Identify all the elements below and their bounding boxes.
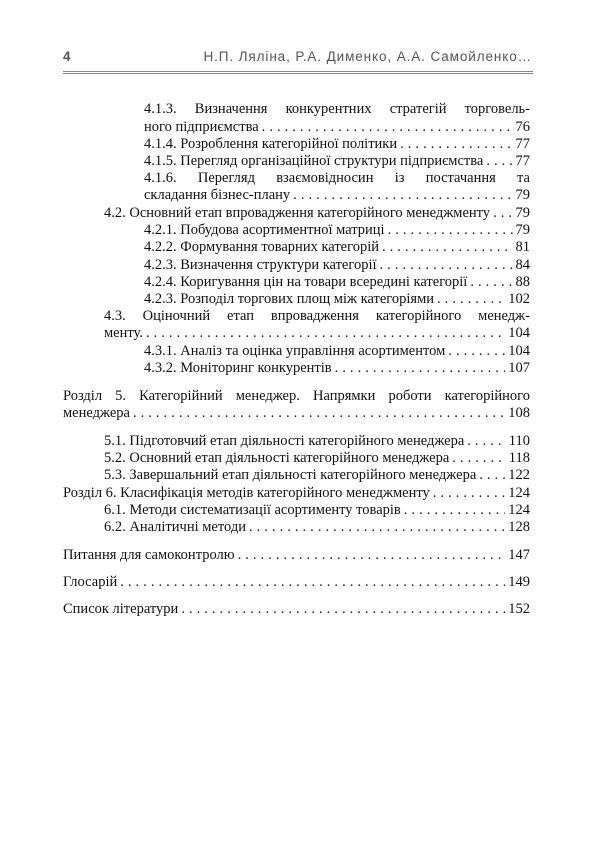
toc-page-number: 124 <box>508 502 530 518</box>
toc-leader-dots <box>493 205 512 222</box>
toc-entry-label: 4.1.5. Перегляд організаційної структури підприємства <box>144 153 484 169</box>
toc-entry-label: 4.2.2. Формування товарних категорій <box>144 239 379 255</box>
toc-entry-6-2[interactable] <box>104 519 530 536</box>
toc-leader-dots <box>238 547 506 564</box>
toc-entry-label: складання бізнес-плану <box>144 187 291 203</box>
toc-entry-5-1[interactable] <box>104 433 530 450</box>
toc-page-number: 84 <box>515 257 530 273</box>
toc-entry-6-1[interactable] <box>104 502 530 519</box>
toc-entry-4-3-line-1: 4.3. Оціночний етап впровадження категорійного менедж- <box>104 308 530 324</box>
toc-leader-dots <box>262 119 513 136</box>
toc-leader-dots <box>486 153 512 170</box>
toc-leader-dots <box>249 519 505 536</box>
toc-leader-dots <box>404 502 505 519</box>
toc-entry-label: Список літератури <box>63 601 179 617</box>
toc-entry-5-3[interactable] <box>104 467 530 484</box>
running-header-authors: Н.П. Ляліна, Р.А. Дименко, А.А. Самойленко… <box>203 49 532 64</box>
header-rule <box>63 71 533 72</box>
toc-entry-label: 5.3. Завершальний етап діяльності категорійного менеджера <box>104 467 477 483</box>
toc-entry-label: 4.3.2. Моніторинг конкурентів <box>144 360 332 376</box>
toc-entry-label: 4.2.3. Розподіл торгових площ між категоріями <box>144 291 435 307</box>
toc-entry-label: 4.1.4. Розроблення категорійної політики <box>144 136 398 152</box>
page-number: 4 <box>63 49 71 64</box>
toc-entry-label: 4.2.4. Коригування цін на товари всередині категорії <box>144 274 468 290</box>
toc-page-number: 128 <box>508 519 530 535</box>
toc-page-number: 104 <box>508 325 530 341</box>
toc-entry-label: 5.2. Основний етап діяльності категорійного менеджера <box>104 450 450 466</box>
toc-page-number: 147 <box>508 547 530 563</box>
toc-leader-dots <box>400 136 512 153</box>
toc-entry-label: менеджера <box>63 405 130 421</box>
toc-leader-dots <box>181 601 505 618</box>
toc-leader-dots <box>467 433 506 450</box>
toc-entry-label: менту. <box>104 325 143 341</box>
toc-entry-label: Питання для самоконтролю <box>63 547 235 563</box>
toc-page-number: 124 <box>508 485 530 501</box>
toc-page-number: 108 <box>508 405 530 421</box>
toc-page-number: 102 <box>508 291 530 307</box>
toc-section-5-line-1: Розділ 5. Категорійний менеджер. Напрямки роботи категорійного <box>63 388 530 404</box>
toc-page-number: 77 <box>515 136 530 152</box>
toc-entry-4-2-5[interactable] <box>144 291 530 308</box>
toc-entry-4-3-2[interactable] <box>144 360 530 377</box>
toc-page-number: 152 <box>508 601 530 617</box>
toc-page-number: 110 <box>508 433 530 449</box>
toc-self-control-questions[interactable] <box>63 547 530 564</box>
toc-entry-4-1-6-line-1: 4.1.6. Перегляд взаємовідносин із постачання та <box>144 170 530 186</box>
toc-entry-4-1-4[interactable] <box>144 136 530 153</box>
toc-page-number: 81 <box>515 239 530 255</box>
toc-references[interactable] <box>63 601 530 618</box>
toc-entry-4-2-3[interactable] <box>144 257 530 274</box>
toc-entry-label: 6.2. Аналітичні методи <box>104 519 246 535</box>
toc-entry-label: 4.2. Основний етап впровадження категорійного менеджменту <box>104 205 491 221</box>
toc-entry-label: 4.3.1. Аналіз та оцінка управління асортиментом <box>144 343 446 359</box>
toc-entry-label: 6.1. Методи систематизації асортименту товарів <box>104 502 401 518</box>
toc-entry-label: Глосарій <box>63 574 118 590</box>
toc-page-number: 79 <box>515 222 530 238</box>
toc-leader-dots <box>448 343 505 360</box>
toc-page-number: 76 <box>515 119 530 135</box>
toc-entry-label: 5.1. Підготовчий етап діяльності категорійного менеджера <box>104 433 465 449</box>
toc-glossary[interactable] <box>63 574 530 591</box>
toc-leader-dots <box>452 450 505 467</box>
toc-entry-4-3[interactable] <box>104 325 530 342</box>
toc-leader-dots <box>133 405 505 422</box>
toc-entry-4-1-5[interactable] <box>144 153 530 170</box>
toc-page-number: 77 <box>515 153 530 169</box>
toc-entry-4-3-1[interactable] <box>144 343 530 360</box>
toc-page-number: 79 <box>515 205 530 221</box>
toc-page-number: 149 <box>508 574 530 590</box>
toc-page-number: 118 <box>508 450 530 466</box>
toc-entry-label: 4.2.1. Побудова асортиментної матриці <box>144 222 385 238</box>
toc-entry-4-2[interactable] <box>104 205 530 222</box>
toc-leader-dots <box>335 360 506 377</box>
toc-page-number: 88 <box>515 274 530 290</box>
toc-leader-dots <box>470 274 512 291</box>
toc-entry-4-1-6[interactable] <box>144 187 530 204</box>
toc-entry-4-1-3[interactable] <box>144 119 530 136</box>
toc-leader-dots <box>293 187 512 204</box>
header-rule <box>63 73 533 74</box>
toc-page-number: 79 <box>515 187 530 203</box>
toc-leader-dots <box>120 574 505 591</box>
toc-leader-dots <box>437 291 505 308</box>
toc-leader-dots <box>433 485 506 502</box>
toc-entry-4-2-1[interactable] <box>144 222 530 239</box>
toc-entry-label: ного підприємства <box>144 119 259 135</box>
toc-entry-4-2-2[interactable] <box>144 239 530 256</box>
toc-page-number: 122 <box>508 467 530 483</box>
toc-section-6[interactable] <box>63 485 530 502</box>
toc-entry-label: 4.2.3. Визначення структури категорії <box>144 257 377 273</box>
toc-leader-dots <box>146 325 505 342</box>
toc-entry-label: Розділ 6. Класифікація методів категорійного менеджменту <box>63 485 430 501</box>
toc-section-5[interactable] <box>63 405 530 422</box>
toc-entry-4-1-3-line-1: 4.1.3. Визначення конкурентних стратегій торговель- <box>144 101 530 117</box>
toc-page-number: 104 <box>508 343 530 359</box>
toc-entry-5-2[interactable] <box>104 450 530 467</box>
toc-entry-4-2-4[interactable] <box>144 274 530 291</box>
toc-leader-dots <box>479 467 505 484</box>
toc-page-number: 107 <box>508 360 530 376</box>
toc-leader-dots <box>388 222 513 239</box>
toc-leader-dots <box>382 239 513 256</box>
toc-leader-dots <box>380 257 513 274</box>
